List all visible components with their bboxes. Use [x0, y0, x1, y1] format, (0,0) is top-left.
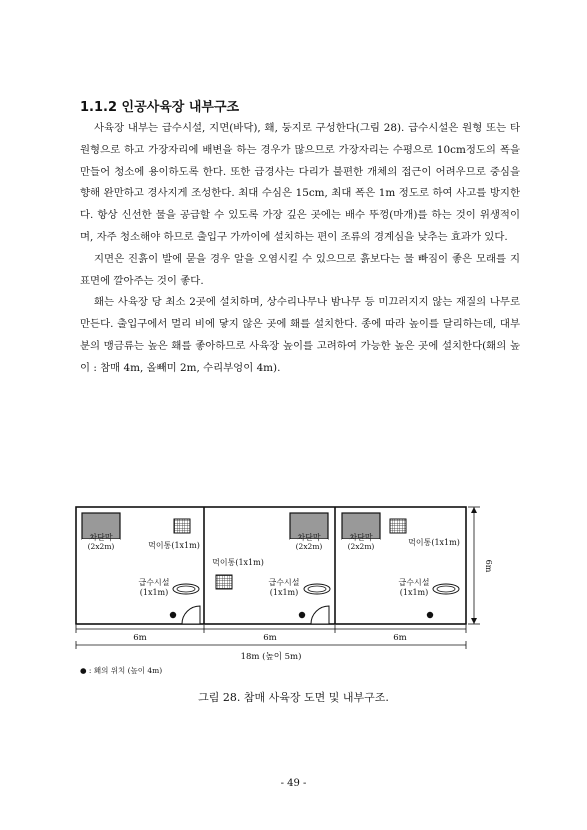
width-label-1: 6m	[133, 633, 147, 643]
shade-label-1: 차단막	[89, 533, 113, 542]
body-text	[80, 118, 520, 380]
figure-caption: 그림 28. 참매 사육장 도면 및 내부구조.	[198, 691, 389, 704]
feeder-label-2: 먹이통(1x1m)	[212, 558, 264, 567]
perch-marker-2	[299, 612, 305, 618]
feeder-3	[390, 519, 406, 533]
feeder-1	[174, 519, 190, 533]
water-label-2: 급수시설	[268, 578, 300, 587]
enclosure-outline	[76, 507, 466, 624]
perch-marker-1	[170, 612, 176, 618]
paragraph-water: 사육장 내부는 급수시설, 지면(바닥), 홰, 둥지로 구성한다(그림 28). 급수시설은 원형 또는 타원형으로 하고 가장자리에 배변을 하는 경우가 많으므로 가장자리는 수평으로 10cm정도의 폭을 만들어 청소에 용이하도록 한다. 또한 급경사는 다리가 불편한 개체의 접근이 어려우므로 중심을 향해 완만하고 경사지게 조성한다. 최대 수심은 15cm, 최대 폭은 1m 정도로 하여 사고를 방지한다. 항상 신선한 물을 공급할 수 있도록 가장 깊은 곳에는 배수 뚜껑(마개)를 하는 것이 위생적이며, 자주 청소해야 하므로 출입구 가까이에 설치하는 편이 조류의 경계심을 낮추는 효과가 있다.	[80, 122, 520, 243]
door-1	[182, 606, 200, 624]
shade-size-1: (2x2m)	[87, 542, 115, 551]
door-2	[311, 606, 329, 624]
width-label-3: 6m	[393, 633, 407, 643]
shade-size-3: (2x2m)	[347, 542, 375, 551]
perch-marker-3	[427, 612, 433, 618]
width-label-2: 6m	[263, 633, 277, 643]
total-label: 18m (높이 5m)	[240, 652, 302, 662]
water-size-3: (1x1m)	[399, 588, 429, 597]
feeder-label-3: 먹이통(1x1m)	[408, 538, 460, 547]
feeder-label-1: 먹이통(1x1m)	[148, 541, 200, 550]
shade-label-3: 차단막	[349, 533, 373, 542]
water-label-3: 급수시설	[398, 578, 430, 587]
section-heading: 1.1.2 인공사육장 내부구조	[80, 100, 240, 115]
paragraph-ground: 지면은 진흙이 발에 묻을 경우 알을 오염시킬 수 있으므로 흙보다는 물 빠짐이 좋은 모래를 지표면에 깔아주는 것이 좋다.	[80, 252, 520, 287]
feeder-2	[216, 575, 232, 589]
legend: ● : 홰의 위치 (높이 4m)	[80, 666, 163, 675]
paragraph-perch: 홰는 사육장 당 최소 2곳에 설치하며, 상수리나무나 밤나무 등 미끄러지지 않는 재질의 나무로 만든다. 출입구에서 멀리 비에 닿지 않은 곳에 홰를 설치한다. 종에 따라 높이를 달리하는데, 대부분의 맹금류는 높은 홰를 좋아하므로 사육장 높이를 고려하여 가능한 높은 곳에 설치한다(홰의 높이 : 참매 4m, 올빼미 2m, 수리부엉이 4m).	[80, 296, 520, 374]
floor-plan-drawing	[72, 503, 512, 685]
shade-size-2: (2x2m)	[295, 542, 323, 551]
shade-label-2: 차단막	[297, 533, 321, 542]
water-size-1: (1x1m)	[139, 588, 169, 597]
page-number: - 49 -	[280, 778, 307, 789]
aviary-floor-plan	[72, 503, 512, 689]
water-size-2: (1x1m)	[269, 588, 299, 597]
water-label-1: 급수시설	[138, 578, 170, 587]
height-label: 6m	[484, 559, 493, 573]
